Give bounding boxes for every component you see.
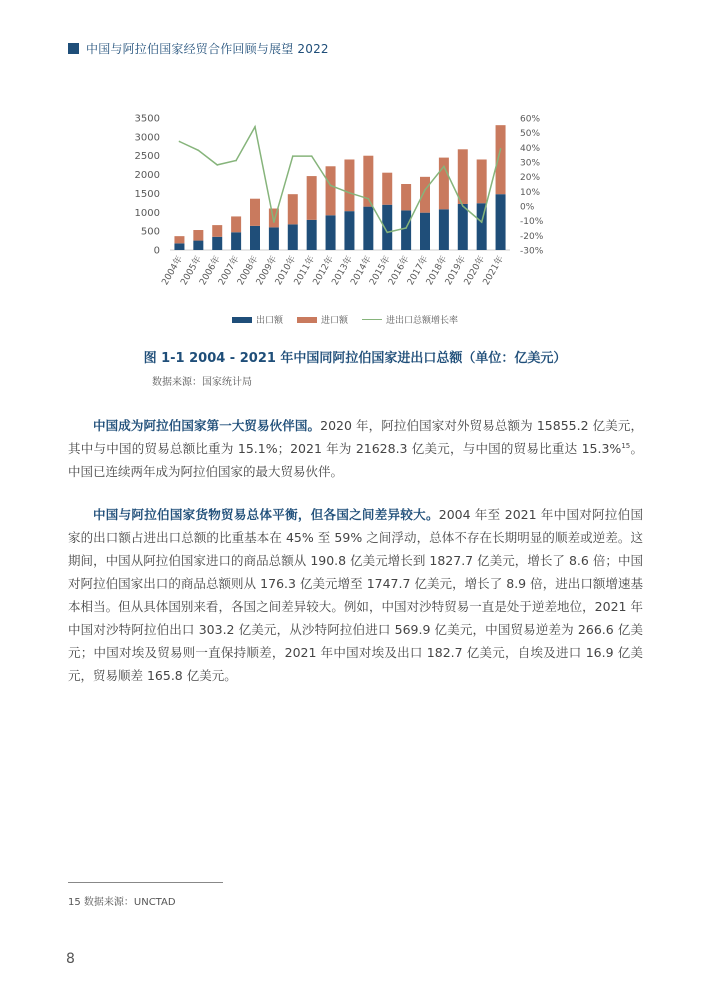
paragraph-2 <box>68 503 643 687</box>
growth-point <box>443 166 445 168</box>
figure-caption: 图 1-1 2004 - 2021 年中国同阿拉伯国家进出口总额（单位：亿美元） <box>143 351 567 366</box>
growth-point <box>198 149 200 151</box>
y-left-tick-label: 0 <box>153 245 160 257</box>
bar-export <box>288 224 298 250</box>
growth-point <box>500 148 502 150</box>
y-right-tick-label: 20% <box>520 173 541 184</box>
growth-point <box>179 141 181 143</box>
bar-import <box>326 166 336 215</box>
growth-point <box>235 160 237 162</box>
x-tick-label: 2016年 <box>387 254 412 288</box>
y-right-tick-label: 50% <box>520 129 541 140</box>
bar-import <box>250 199 260 226</box>
x-tick-label: 2010年 <box>273 254 299 288</box>
bar-export <box>250 226 260 250</box>
header-square-icon <box>68 43 79 54</box>
y-right-tick-label: 60% <box>520 114 541 125</box>
bar-export <box>344 211 354 250</box>
growth-point <box>330 185 332 187</box>
bar-export <box>231 232 241 250</box>
paragraph-1-tail: 。中国已连续两年成为阿拉伯国家的最大贸易伙伴。 <box>68 441 643 479</box>
y-left-tick-label: 1500 <box>134 188 160 200</box>
bar-export <box>363 207 373 250</box>
growth-point <box>462 205 464 207</box>
growth-point <box>424 189 426 191</box>
legend-item-export <box>232 313 283 326</box>
figure-source: 数据来源：国家统计局 <box>152 377 252 388</box>
bar-import <box>344 159 354 211</box>
x-tick-label: 2014年 <box>349 254 374 288</box>
growth-point <box>386 232 388 234</box>
x-tick-label: 2012年 <box>311 254 337 288</box>
y-left-tick-label: 3000 <box>134 132 160 144</box>
y-left-tick-label: 2500 <box>134 151 160 163</box>
bar-import <box>212 225 222 237</box>
y-left-tick-label: 1000 <box>134 207 160 219</box>
x-tick-label: 2013年 <box>330 254 356 288</box>
y-left-tick-label: 3500 <box>134 113 160 125</box>
chart-legend <box>232 313 472 326</box>
x-tick-label: 2008年 <box>235 254 261 288</box>
trade-chart <box>90 100 570 340</box>
growth-point <box>254 126 256 128</box>
header-title: 中国与阿拉伯国家经贸合作回顾与展望 2022 <box>86 42 329 56</box>
page-number: 8 <box>66 951 75 967</box>
bar-import <box>307 176 317 220</box>
bar-export <box>269 227 279 250</box>
x-tick-label: 2009年 <box>254 254 280 288</box>
y-right-tick-label: 0% <box>520 202 535 213</box>
y-right-tick-label: -10% <box>520 217 544 228</box>
x-tick-label: 2004年 <box>160 254 186 288</box>
y-right-tick-label: -20% <box>520 231 544 242</box>
paragraph-2-lead: 中国与阿拉伯国家货物贸易总体平衡，但各国之间差异较大。 <box>93 507 439 522</box>
x-tick-label: 2021年 <box>481 254 507 288</box>
x-tick-label: 2007年 <box>217 254 242 288</box>
legend-export-label: 出口额 <box>256 316 284 326</box>
bar-import <box>477 159 487 203</box>
growth-point <box>405 227 407 229</box>
x-tick-label: 2006年 <box>198 254 223 288</box>
growth-point <box>311 155 313 157</box>
legend-growth-line-icon <box>362 319 382 320</box>
bar-export <box>458 204 468 250</box>
bar-export <box>212 237 222 250</box>
growth-point <box>273 221 275 223</box>
legend-growth-label: 进出口总额增长率 <box>386 316 459 326</box>
footnote-ref: 15 <box>621 441 631 450</box>
legend-import-label: 进口额 <box>321 316 349 326</box>
legend-item-import <box>297 313 348 326</box>
x-tick-label: 2017年 <box>405 254 431 288</box>
y-right-tick-label: 30% <box>520 158 541 169</box>
y-right-tick-label: 10% <box>520 187 541 198</box>
legend-export-swatch-icon <box>232 317 252 323</box>
bar-import <box>382 173 392 205</box>
x-tick-label: 2005年 <box>179 254 204 288</box>
bar-import <box>288 194 298 224</box>
x-tick-label: 2020年 <box>462 254 488 288</box>
bar-export <box>307 220 317 250</box>
growth-point <box>368 198 370 200</box>
x-tick-label: 2019年 <box>443 254 469 288</box>
footnote-divider <box>68 882 223 883</box>
bar-export <box>420 213 430 250</box>
bar-export <box>326 215 336 250</box>
bar-import <box>193 230 203 241</box>
growth-point <box>292 155 294 157</box>
x-tick-label: 2018年 <box>424 254 450 288</box>
paragraph-1-text: 2020 年，阿拉伯国家对外贸易总额为 15855.2 亿美元，其中与中国的贸易总额比重为 15.1%；2021 年为 21628.3 亿美元，与中国的贸易比重达 15.3% <box>68 418 643 456</box>
footnote: 15 数据来源：UNCTAD <box>68 897 176 908</box>
growth-point <box>481 221 483 223</box>
y-left-tick-label: 2000 <box>134 170 160 182</box>
x-tick-label: 2015年 <box>368 254 393 288</box>
page-header <box>68 40 329 57</box>
legend-item-growth <box>362 313 458 326</box>
bar-export <box>496 194 506 250</box>
bar-import <box>231 216 241 232</box>
y-right-tick-label: 40% <box>520 143 541 154</box>
bar-export <box>174 243 184 250</box>
y-right-tick-label: -30% <box>520 246 544 257</box>
bar-import <box>401 184 411 210</box>
legend-import-swatch-icon <box>297 317 317 323</box>
paragraph-2-text: 2004 年至 2021 年中国对阿拉伯国家的出口额占进出口总额的比重基本在 45% 至 59% 之间浮动，总体不存在长期明显的顺差或逆差。这期间，中国从阿拉伯国家进口的商品总额从 190.8 亿美元增长到 1827.7 亿美元，增长了 8.6 倍；中国对阿拉伯国家出口的商品总额则从 176.3 亿美元增至 1747.7 亿美元，增长了 8.9 倍，进出口额增速基本相当。但从具体国别来看，各国之间差异较大。例如，中国对沙特贸易一直是处于逆差地位，2021 年中国对沙特阿拉伯出口 303.2 亿美元，从沙特阿拉伯进口 569.9 亿美元，中国贸易逆差为 266.6 亿美元；中国对埃及贸易则一直保持顺差，2021 年中国对埃及出口 182.7 亿美元，自埃及进口 16.9 亿美元，贸易顺差 165.8 亿美元。 <box>68 507 643 683</box>
growth-point <box>216 164 218 166</box>
bar-export <box>193 241 203 250</box>
growth-point <box>349 192 351 194</box>
bar-import <box>458 149 468 204</box>
bar-export <box>439 209 449 250</box>
paragraph-1-lead: 中国成为阿拉伯国家第一大贸易伙伴国。 <box>93 418 321 433</box>
x-tick-label: 2011年 <box>292 254 318 288</box>
paragraph-1 <box>68 414 643 483</box>
bar-import <box>174 236 184 243</box>
growth-line <box>179 127 500 233</box>
bar-export <box>401 210 411 250</box>
bar-import <box>420 177 430 213</box>
y-left-tick-label: 500 <box>140 226 160 238</box>
